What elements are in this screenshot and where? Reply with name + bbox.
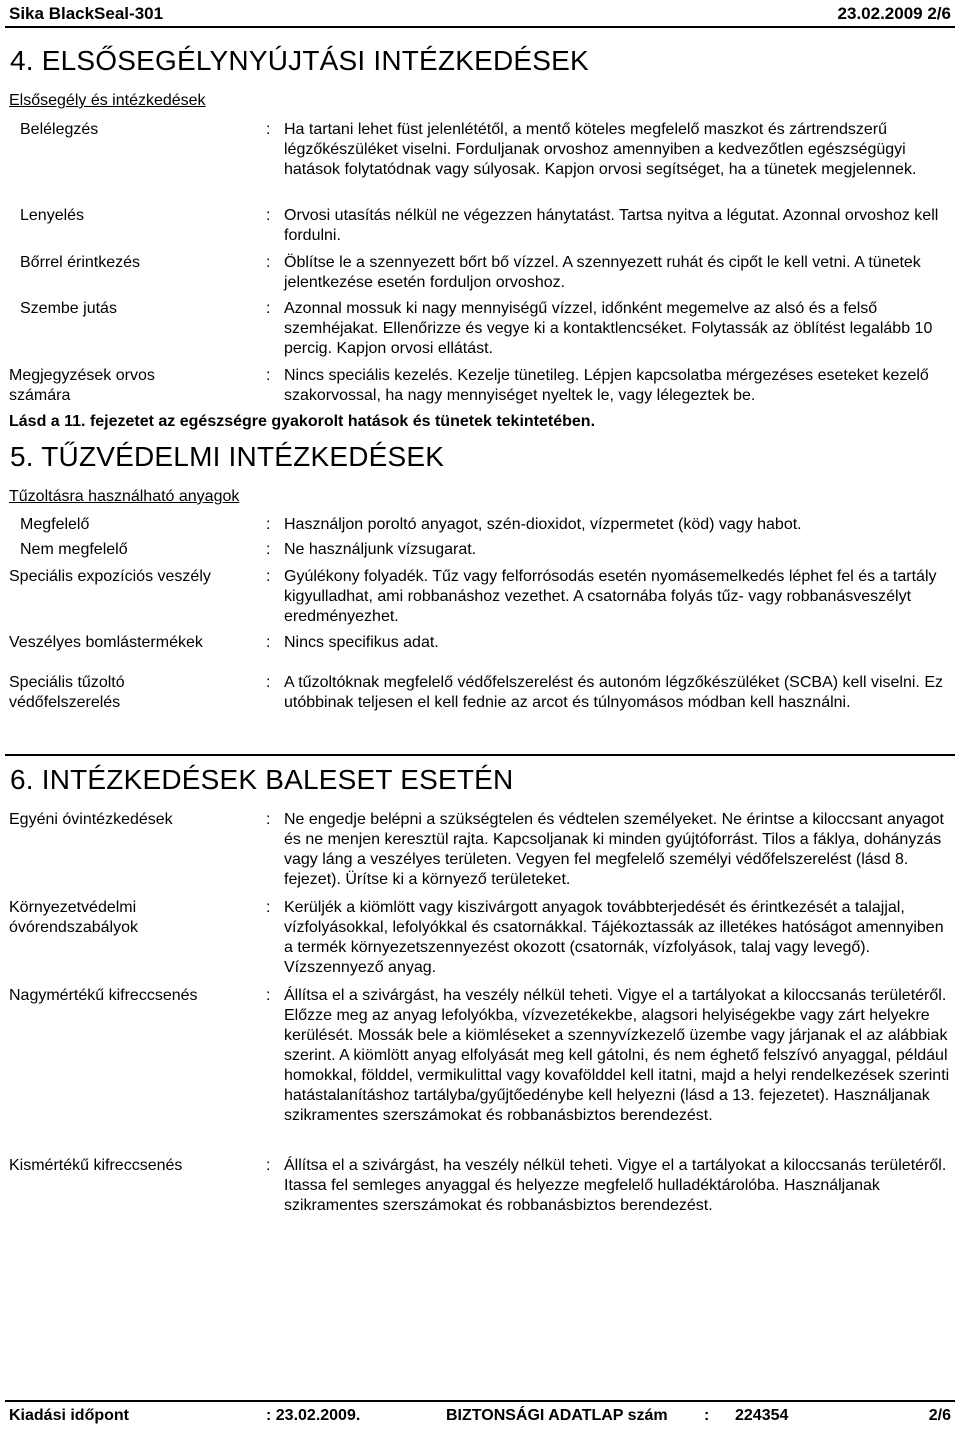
footer-page-number: 2/6 [928, 1407, 951, 1424]
footer-rule [5, 1400, 955, 1402]
text-personal-precautions: Ne engedje belépni a szükségtelen és védtelen személyeket. Ne érintse a kiloccsant anyagot és ne menjen keresztül rajta. Kapcsoljanak ki minden gyújtóforrást. Tilos a fáklya, dohányzás vagy láng a veszélyes területen. Vegyen fel megfelelő személyi védőfelszerelést (lásd 8. fejezet). Ürítse ki a környező területeket. [284, 811, 944, 888]
colon: : [266, 300, 271, 317]
label-hazardous-decomposition: Veszélyes bomlástermékek [9, 634, 203, 651]
footer-sds-colon: : [704, 1407, 710, 1424]
text-special-firefighting-equipment: A tűzoltóknak megfelelő védőfelszerelést és autonóm légzőkészüléket (SCBA) kell viselni. Ez utóbbinak teljesen el kell fednie az arcot és túlnyomásos módban kell használni. [284, 674, 943, 711]
label-suitable-media: Megfelelő [20, 516, 90, 533]
colon: : [266, 207, 271, 224]
colon: : [266, 568, 271, 585]
section-5-subtitle: Tűzoltásra használható anyagok [9, 488, 240, 505]
label-special-firefighting-equipment: Speciális tűzoltó védőfelszerelés [9, 674, 125, 711]
footer-sds-label: BIZTONSÁGI ADATLAP szám [446, 1407, 668, 1424]
text-unsuitable-media: Ne használjunk vízsugarat. [284, 541, 477, 558]
colon: : [266, 541, 271, 558]
section-4-title: 4. ELSŐSEGÉLYNYÚJTÁSI INTÉZKEDÉSEK [10, 45, 589, 76]
colon: : [266, 121, 271, 138]
text-hazardous-decomposition: Nincs specifikus adat. [284, 634, 439, 651]
colon: : [266, 634, 271, 651]
label-eye-contact: Szembe jutás [20, 300, 117, 317]
section-5-title: 5. TŰZVÉDELMI INTÉZKEDÉSEK [10, 441, 445, 472]
text-notes-to-physician: Nincs speciális kezelés. Kezelje tünetileg. Lépjen kapcsolatba mérgezéses eseteket kezelő szakorvossal, ha nagy mennyiséget nyeltek le, vagy lélegeztek be. [284, 367, 929, 404]
text-environmental-precautions: Kerüljék a kiömlött vagy kiszivárgott anyagok továbbterjedését és érintkezését a talajjal, vízfolyásokkal, lefolyókkal és csatornákkal. Tájékoztassák az illetékes hatóságot amennyiben a termék környezetszennyezést okozott (csatornák, vízfolyások, talaj vagy levegő). Vízszennyező anyag. [284, 899, 944, 976]
label-small-spill: Kismértékű kifreccsenés [9, 1157, 183, 1174]
text-ingestion: Orvosi utasítás nélkül ne végezzen hánytatást. Tartsa nyitva a légutat. Azonnal orvoshoz kell fordulni. [284, 207, 939, 244]
text-special-exposure-hazard: Gyúlékony folyadék. Tűz vagy felforrósodás esetén nyomásemelkedés léphet fel és a tartály kigyulladhat, ami robbanáshoz vezethet. A csatornába folyás tűz- vagy robbanásveszélyt eredményezhet. [284, 568, 937, 625]
text-large-spill: Állítsa el a szivárgást, ha veszély nélkül teheti. Vigye el a tartályokat a kiloccsanás területéről. Előzze meg az anyag lefolyókba, vízvezetékekbe, alagsori helyiségekbe vagy zárt helyekre kerülését. Mossák bele a kiömléseket a szennyvízkezelő üzembe vagy járjanak el az alábbiak szerint. A kiömlött anyag elfolyását meg kell gátolni, és nem éghető felszívó anyaggal, például homokkal, földdel, vermikulittal vagy kovafölddel kell itatni, majd a helyi rendelkezések szerinti hatástalanításhoz tartályba/gyűjtőedénybe kell helyezni (lásd a 13. fejezetet). Használjanak szikramentes szerszámokat és robbanásbiztos berendezést. [284, 987, 950, 1124]
section-6-title: 6. INTÉZKEDÉSEK BALESET ESETÉN [10, 764, 514, 795]
text-skin-contact: Öblítse le a szennyezett bőrt bő vízzel. A szennyezett ruhát és cipőt le kell vetni. A tünetek jelentkezése esetén forduljon orvoshoz. [284, 254, 921, 291]
colon: : [266, 811, 271, 828]
section-4-subtitle: Elsősegély és intézkedések [9, 92, 206, 109]
label-large-spill: Nagymértékű kifreccsenés [9, 987, 198, 1004]
colon: : [266, 516, 271, 533]
section-6-rule [5, 754, 955, 756]
text-eye-contact: Azonnal mossuk ki nagy mennyiségű vízzel, időnként megemelve az alsó és a felső szemhéjakat. Ellenőrizze és vegye ki a kontaktlencséket. Folytassák az öblítést legalább 10 percig. Kapjon orvosi ellátást. [284, 300, 933, 357]
label-personal-precautions: Egyéni óvintézkedések [9, 811, 173, 828]
text-inhalation: Ha tartani lehet füst jelenlététől, a mentő köteles megfelelő maszkot és zártrendszerű légzőkészüléket viselni. Forduljanak orvoshoz amennyiben a kedvezőtlen egészségügyi hatások folytatódnak vagy súlyosak. Kapjon orvosi segítséget, ha a tünetek megjelennek. [284, 121, 917, 178]
colon: : [266, 1157, 271, 1174]
colon: : [266, 254, 271, 271]
label-unsuitable-media: Nem megfelelő [20, 541, 128, 558]
label-notes-to-physician: Megjegyzések orvos számára [9, 367, 155, 404]
label-skin-contact: Bőrrel érintkezés [20, 254, 141, 271]
section-4-note: Lásd a 11. fejezetet az egészségre gyakorolt hatások és tünetek tekintetében. [9, 413, 596, 430]
colon: : [266, 899, 271, 916]
label-ingestion: Lenyelés [20, 207, 85, 224]
header-date-page: 23.02.2009 2/6 [837, 4, 951, 23]
footer-sds-number: 224354 [735, 1407, 789, 1424]
header-product-name: Sika BlackSeal-301 [9, 4, 164, 23]
text-suitable-media: Használjon poroltó anyagot, szén-dioxidot, vízpermetet (köd) vagy habot. [284, 516, 802, 533]
label-environmental-precautions: Környezetvédelmi óvórendszabályok [9, 899, 138, 936]
label-inhalation: Belélegzés [20, 121, 99, 138]
colon: : [266, 987, 271, 1004]
footer-issue-label: Kiadási időpont [9, 1407, 129, 1424]
text-small-spill: Állítsa el a szivárgást, ha veszély nélkül teheti. Vigye el a tartályokat a kiloccsanás területéről. Itassa fel semleges anyaggal és helyezze megfelelő hulladéktárolóba. Használjanak szikramentes szerszámokat és robbanásbiztos berendezést. [284, 1157, 947, 1214]
header-rule [5, 26, 955, 28]
footer-issue-date: : 23.02.2009. [266, 1407, 361, 1424]
colon: : [266, 367, 271, 384]
label-special-exposure-hazard: Speciális expozíciós veszély [9, 568, 211, 585]
colon: : [266, 674, 271, 691]
